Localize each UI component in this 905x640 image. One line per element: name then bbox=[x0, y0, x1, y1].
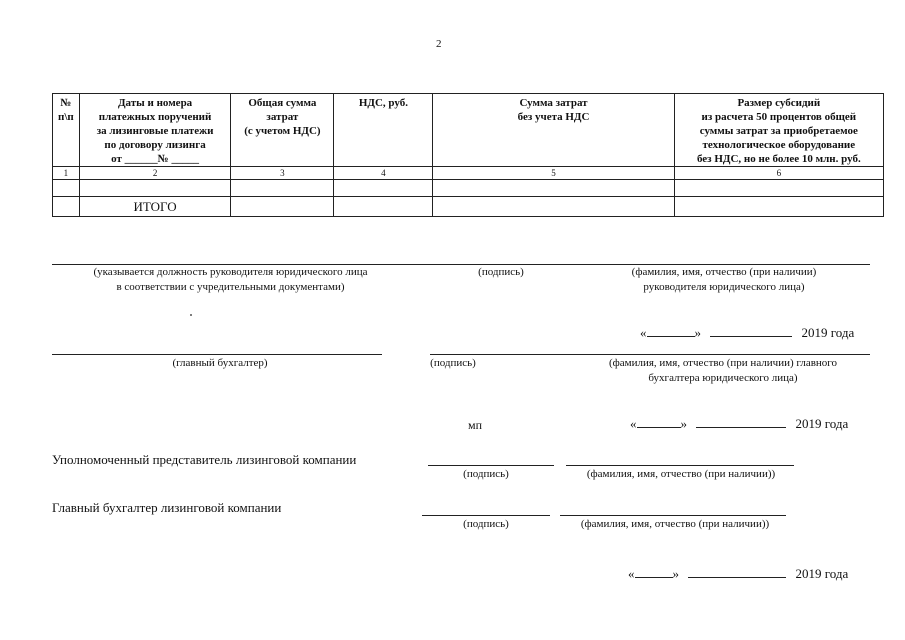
table-row bbox=[53, 180, 884, 197]
table-cell bbox=[231, 180, 334, 197]
director-signature-caption: (подпись) bbox=[478, 266, 524, 278]
column-number-row bbox=[53, 167, 884, 180]
column-number: 4 bbox=[334, 167, 433, 180]
accountant-name-caption: (фамилия, имя, отчество (при наличии) главного бухгалтера юридического лица) bbox=[608, 357, 838, 384]
stamp-place: мп bbox=[468, 418, 483, 432]
accountant-signature-line bbox=[430, 354, 870, 355]
date-quote-open: « bbox=[630, 416, 637, 431]
day-blank bbox=[637, 427, 681, 428]
month-blank bbox=[696, 427, 786, 428]
representative-name-caption: (фамилия, имя, отчество (при наличии)) bbox=[586, 468, 776, 480]
table-cell bbox=[53, 180, 80, 197]
header-vat: НДС, руб. bbox=[334, 94, 433, 167]
header-index: № п\п bbox=[53, 94, 80, 167]
date-quote-close: » bbox=[672, 566, 679, 581]
year-text: 2019 года bbox=[795, 566, 849, 581]
leasing-representative-label: Уполномоченный представитель лизинговой компании bbox=[52, 452, 357, 467]
accountant-date bbox=[630, 416, 848, 432]
table-cell bbox=[334, 197, 433, 217]
director-date bbox=[640, 325, 854, 341]
column-number: 6 bbox=[674, 167, 883, 180]
table-header-row bbox=[53, 94, 884, 167]
header-payment-orders: Даты и номера платежных поручений за лизинговые платежи по договору лизинга от ______№ _____ bbox=[79, 94, 231, 167]
table-cell bbox=[674, 180, 883, 197]
table-cell bbox=[674, 197, 883, 217]
table-cell bbox=[433, 180, 674, 197]
month-blank bbox=[688, 577, 786, 578]
accountant-signature-caption: (подпись) bbox=[430, 357, 476, 369]
accountant-position-line bbox=[52, 354, 382, 355]
leasing-accountant-date bbox=[628, 566, 848, 582]
table-cell bbox=[433, 197, 674, 217]
accountant-position-caption: (главный бухгалтер) bbox=[172, 357, 268, 369]
representative-signature-line bbox=[428, 465, 554, 466]
director-position-caption: (указывается должность руководителя юридического лица в соответствии с учредительными документами) bbox=[93, 266, 368, 293]
month-blank bbox=[710, 336, 792, 337]
header-cost-without-vat: Сумма затрат без учета НДС bbox=[433, 94, 674, 167]
date-quote-open: « bbox=[640, 325, 647, 340]
column-number: 1 bbox=[53, 167, 80, 180]
column-number: 3 bbox=[231, 167, 334, 180]
day-blank bbox=[635, 577, 673, 578]
header-total-cost: Общая сумма затрат (с учетом НДС) bbox=[231, 94, 334, 167]
total-row bbox=[53, 197, 884, 217]
representative-signature-caption: (подпись) bbox=[463, 468, 509, 480]
director-name-caption: (фамилия, имя, отчество (при наличии) руководителя юридического лица) bbox=[631, 266, 817, 293]
date-quote-open: « bbox=[628, 566, 635, 581]
leasing-accountant-name-caption: (фамилия, имя, отчество (при наличии)) bbox=[580, 518, 770, 530]
table-cell bbox=[79, 180, 231, 197]
column-number: 5 bbox=[433, 167, 674, 180]
speck bbox=[190, 314, 192, 316]
subsidy-table bbox=[52, 93, 884, 217]
leasing-accountant-name-line bbox=[560, 515, 786, 516]
header-subsidy-amount: Размер субсидий из расчета 50 процентов общей суммы затрат за приобретаемое технологическое оборудование без НДС, но не более 10 млн. руб. bbox=[674, 94, 883, 167]
page-number: 2 bbox=[436, 38, 442, 50]
table-cell bbox=[334, 180, 433, 197]
year-text: 2019 года bbox=[795, 416, 849, 431]
table-cell bbox=[53, 197, 80, 217]
table-cell bbox=[231, 197, 334, 217]
date-quote-close: » bbox=[694, 325, 701, 340]
date-quote-close: » bbox=[680, 416, 687, 431]
representative-name-line bbox=[566, 465, 794, 466]
year-text: 2019 года bbox=[801, 325, 855, 340]
day-blank bbox=[647, 336, 695, 337]
leasing-accountant-signature-caption: (подпись) bbox=[463, 518, 509, 530]
leasing-accountant-label: Главный бухгалтер лизинговой компании bbox=[52, 500, 282, 515]
total-label: ИТОГО bbox=[79, 197, 231, 217]
leasing-accountant-signature-line bbox=[422, 515, 550, 516]
column-number: 2 bbox=[79, 167, 231, 180]
